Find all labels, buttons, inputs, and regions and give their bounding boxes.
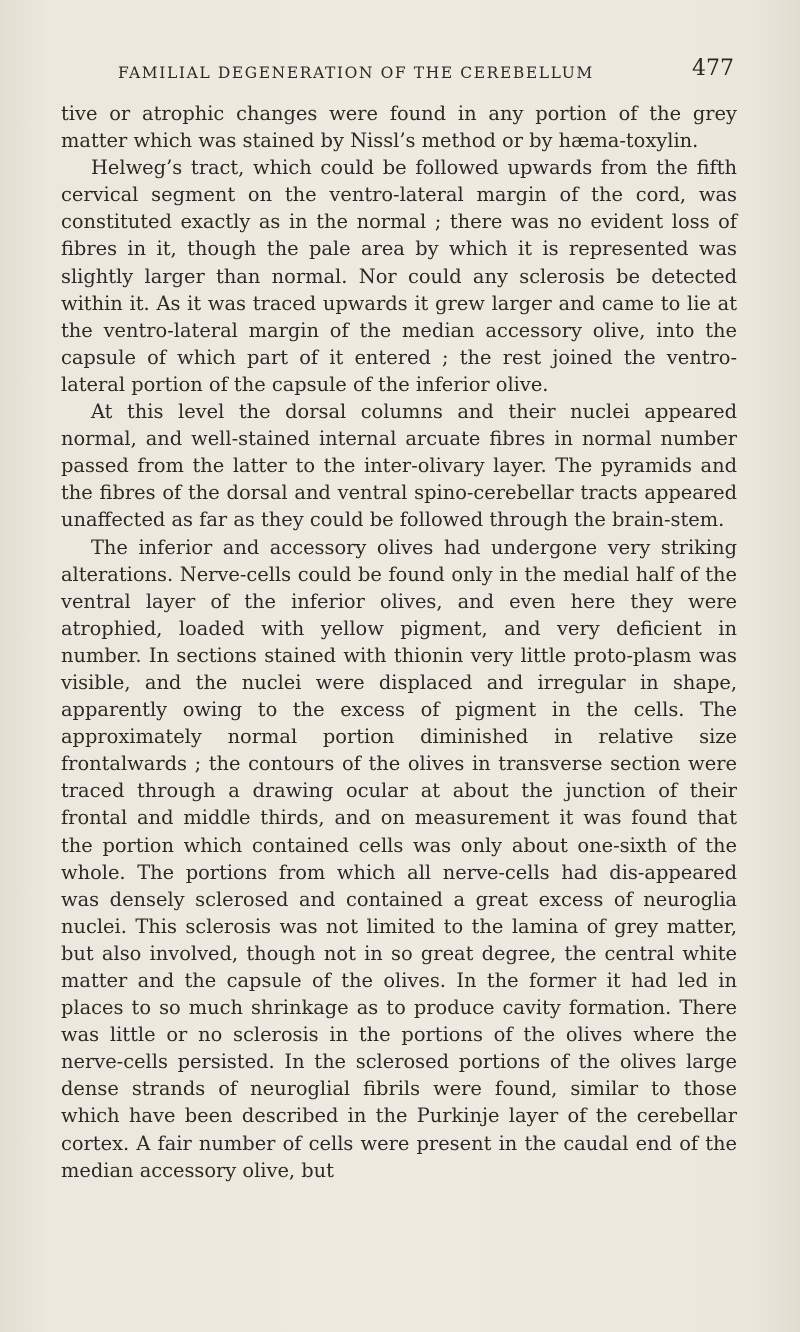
page-header <box>60 56 740 92</box>
paragraph-dorsal-columns: At this level the dorsal columns and their nuclei appeared normal, and well-stained internal arcuate fibres in normal number passed from the latter to the inter-olivary layer. The pyramids and the fibres of the dorsal and ventral spino-cerebellar tracts appeared unaffected as far as they could be followed through the brain-stem. <box>61 400 737 532</box>
paragraph-inferior-olives: The inferior and accessory olives had undergone very striking alterations. Nerve-cells could be found only in the medial half of the ventral layer of the inferior olives, and even here they were atrophied, loaded with yellow pigment, and very deficient in number. In sections stained with thionin very little proto-plasm was visible, and the nuclei were displaced and irregular in shape, apparently owing to the excess of pigment in the cells. The approximately normal portion diminished in relative size frontalwards ; the contours of the olives in transverse section were traced through a drawing ocular at about the junction of their frontal and middle thirds, and on measurement it was found that the portion which contained cells was only about one-sixth of the whole. The portions from which all nerve-cells had dis-appeared was densely sclerosed and contained a great excess of neuroglia nuclei. This sclerosis was not limited to the lamina of grey matter, but also involved, though not in so great degree, the central white matter and the capsule of the olives. In the former it had led in places to so much shrinkage as to produce cavity formation. There was little or no sclerosis in the portions of the olives where the nerve-cells persisted. In the sclerosed portions of the olives large dense strands of neuroglial fibrils were found, similar to those which have been described in the Purkinje layer of the cerebellar cortex. A fair number of cells were present in the caudal end of the median accessory olive, but <box>61 535 737 1182</box>
running-title: FAMILIAL DEGENERATION OF THE CEREBELLUM <box>118 64 594 82</box>
paragraph-continued: tive or atrophic changes were found in any portion of the grey matter which was stained by Nissl’s method or by hæma-toxylin. <box>61 102 737 153</box>
paragraph-helwegs-tract: Helweg’s tract, which could be followed upwards from the fifth cervical segment on the ventro-lateral margin of the cord, was constituted exactly as in the normal ; there was no evident loss of fibres in it, though the pale area by which it is represented was slightly larger than normal. Nor could any sclerosis be detected within it. As it was traced upwards it grew larger and came to lie at the ventro-lateral margin of the median accessory olive, into the capsule of which part of it entered ; the rest joined the ventro-lateral portion of the capsule of the inferior olive. <box>61 156 737 396</box>
body-text <box>61 100 737 1184</box>
page-number: 477 <box>692 56 734 81</box>
